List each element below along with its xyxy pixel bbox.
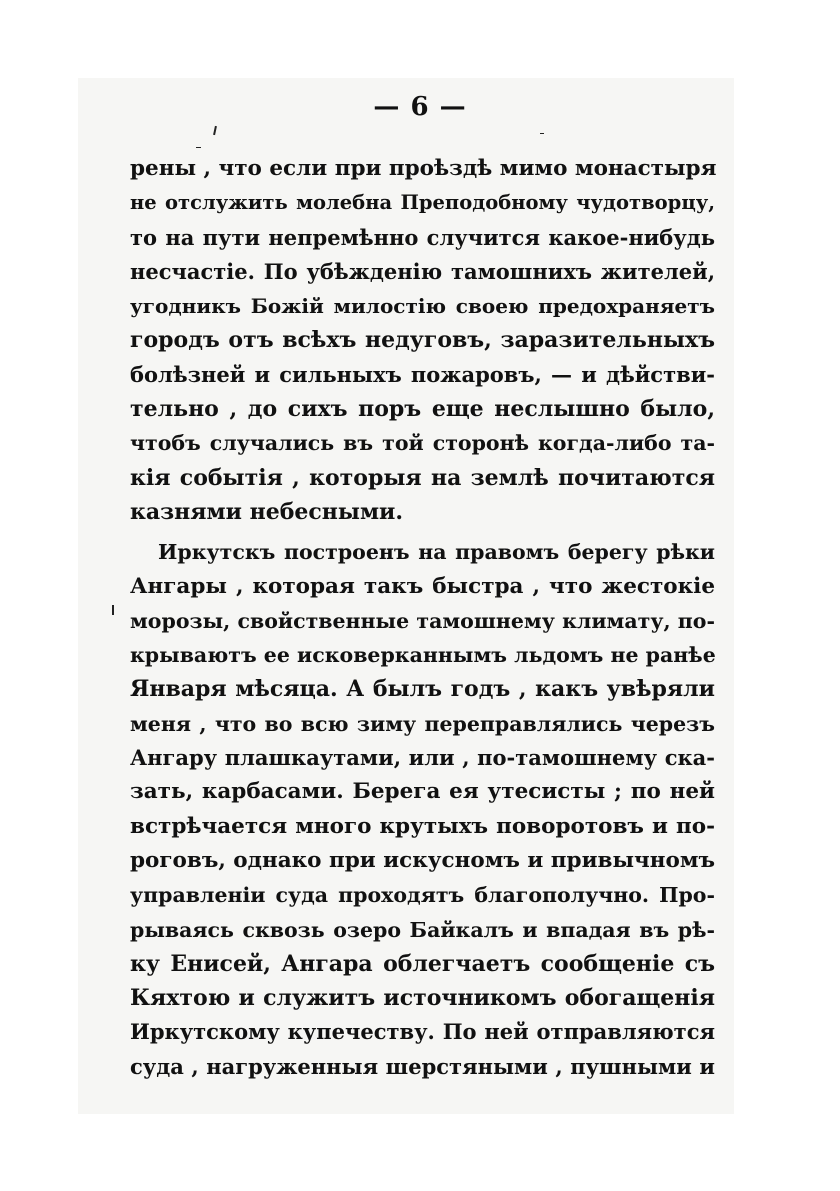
text-line: управленіи суда проходятъ благополучно. Про- (130, 883, 715, 908)
text-line: Иркутскъ построенъ на правомъ берегу рѣки (158, 540, 715, 565)
text-block (130, 152, 715, 1084)
text-line: рены , что если при проѣздѣ мимо монастыря (130, 156, 717, 181)
text-line: несчастіе. По убѣжденію тамошнихъ жителей, (130, 258, 715, 284)
text-line: морозы, свойственные тамошнему климату, по- (130, 608, 715, 633)
text-line: меня , что во всю зиму переправлялись черезъ (130, 711, 715, 736)
paragraph-2 (130, 535, 715, 1084)
text-line: зать, карбасами. Берега ея утесисты ; по ней (130, 779, 715, 805)
ink-speck (112, 605, 114, 615)
text-line: Кяхтою и служитъ источникомъ обогащенія (130, 985, 715, 1012)
text-line: роговъ, однако при искусномъ и привычномъ (130, 847, 715, 873)
text-line: болѣзней и сильныхъ пожаровъ, — и дѣйстви- (130, 361, 715, 387)
text-line: угодникъ Божій милостію своею предохраняетъ (130, 294, 715, 319)
page-number: — 6 — (373, 92, 467, 122)
text-line: Января мѣсяца. А былъ годъ , какъ увѣряли (130, 676, 715, 703)
text-line: встрѣчается много крутыхъ поворотовъ и по- (130, 813, 715, 839)
text-line: городъ отъ всѣхъ недуговъ, заразительныхъ (130, 327, 715, 354)
text-line: суда , нагруженныя шерстяными , пушными и (130, 1053, 715, 1079)
paragraph-1 (130, 152, 715, 529)
text-line: Ангару плашкаутами, или , по-тамошнему ска- (130, 745, 715, 771)
text-line: чтобъ случались въ той сторонѣ когда-либо та- (130, 431, 715, 456)
text-line: ку Енисей, Ангара облегчаетъ сообщеніе съ (130, 950, 715, 977)
text-line: рываясь сквозь озеро Байкалъ и впадая въ рѣ- (130, 917, 715, 942)
ink-speck (196, 147, 201, 148)
ink-speck (540, 133, 544, 134)
text-line: не отслужить молебна Преподобному чудотворцу, (130, 191, 715, 215)
text-line: казнями небесными. (130, 498, 404, 525)
text-line: кія событія , которыя на землѣ почитаются (130, 464, 715, 491)
text-line: крываютъ ее исковерканнымъ льдомъ не ранѣе (130, 643, 716, 668)
text-line: то на пути непремѣнно случится какое-нибудь (130, 224, 715, 250)
text-line: тельно , до сихъ поръ еще неслышно было, (130, 396, 715, 423)
text-line: Ангары , которая такъ быстра , что жестокіе (130, 573, 715, 599)
text-line: Иркутскому купечеству. По ней отправляются (130, 1019, 715, 1045)
